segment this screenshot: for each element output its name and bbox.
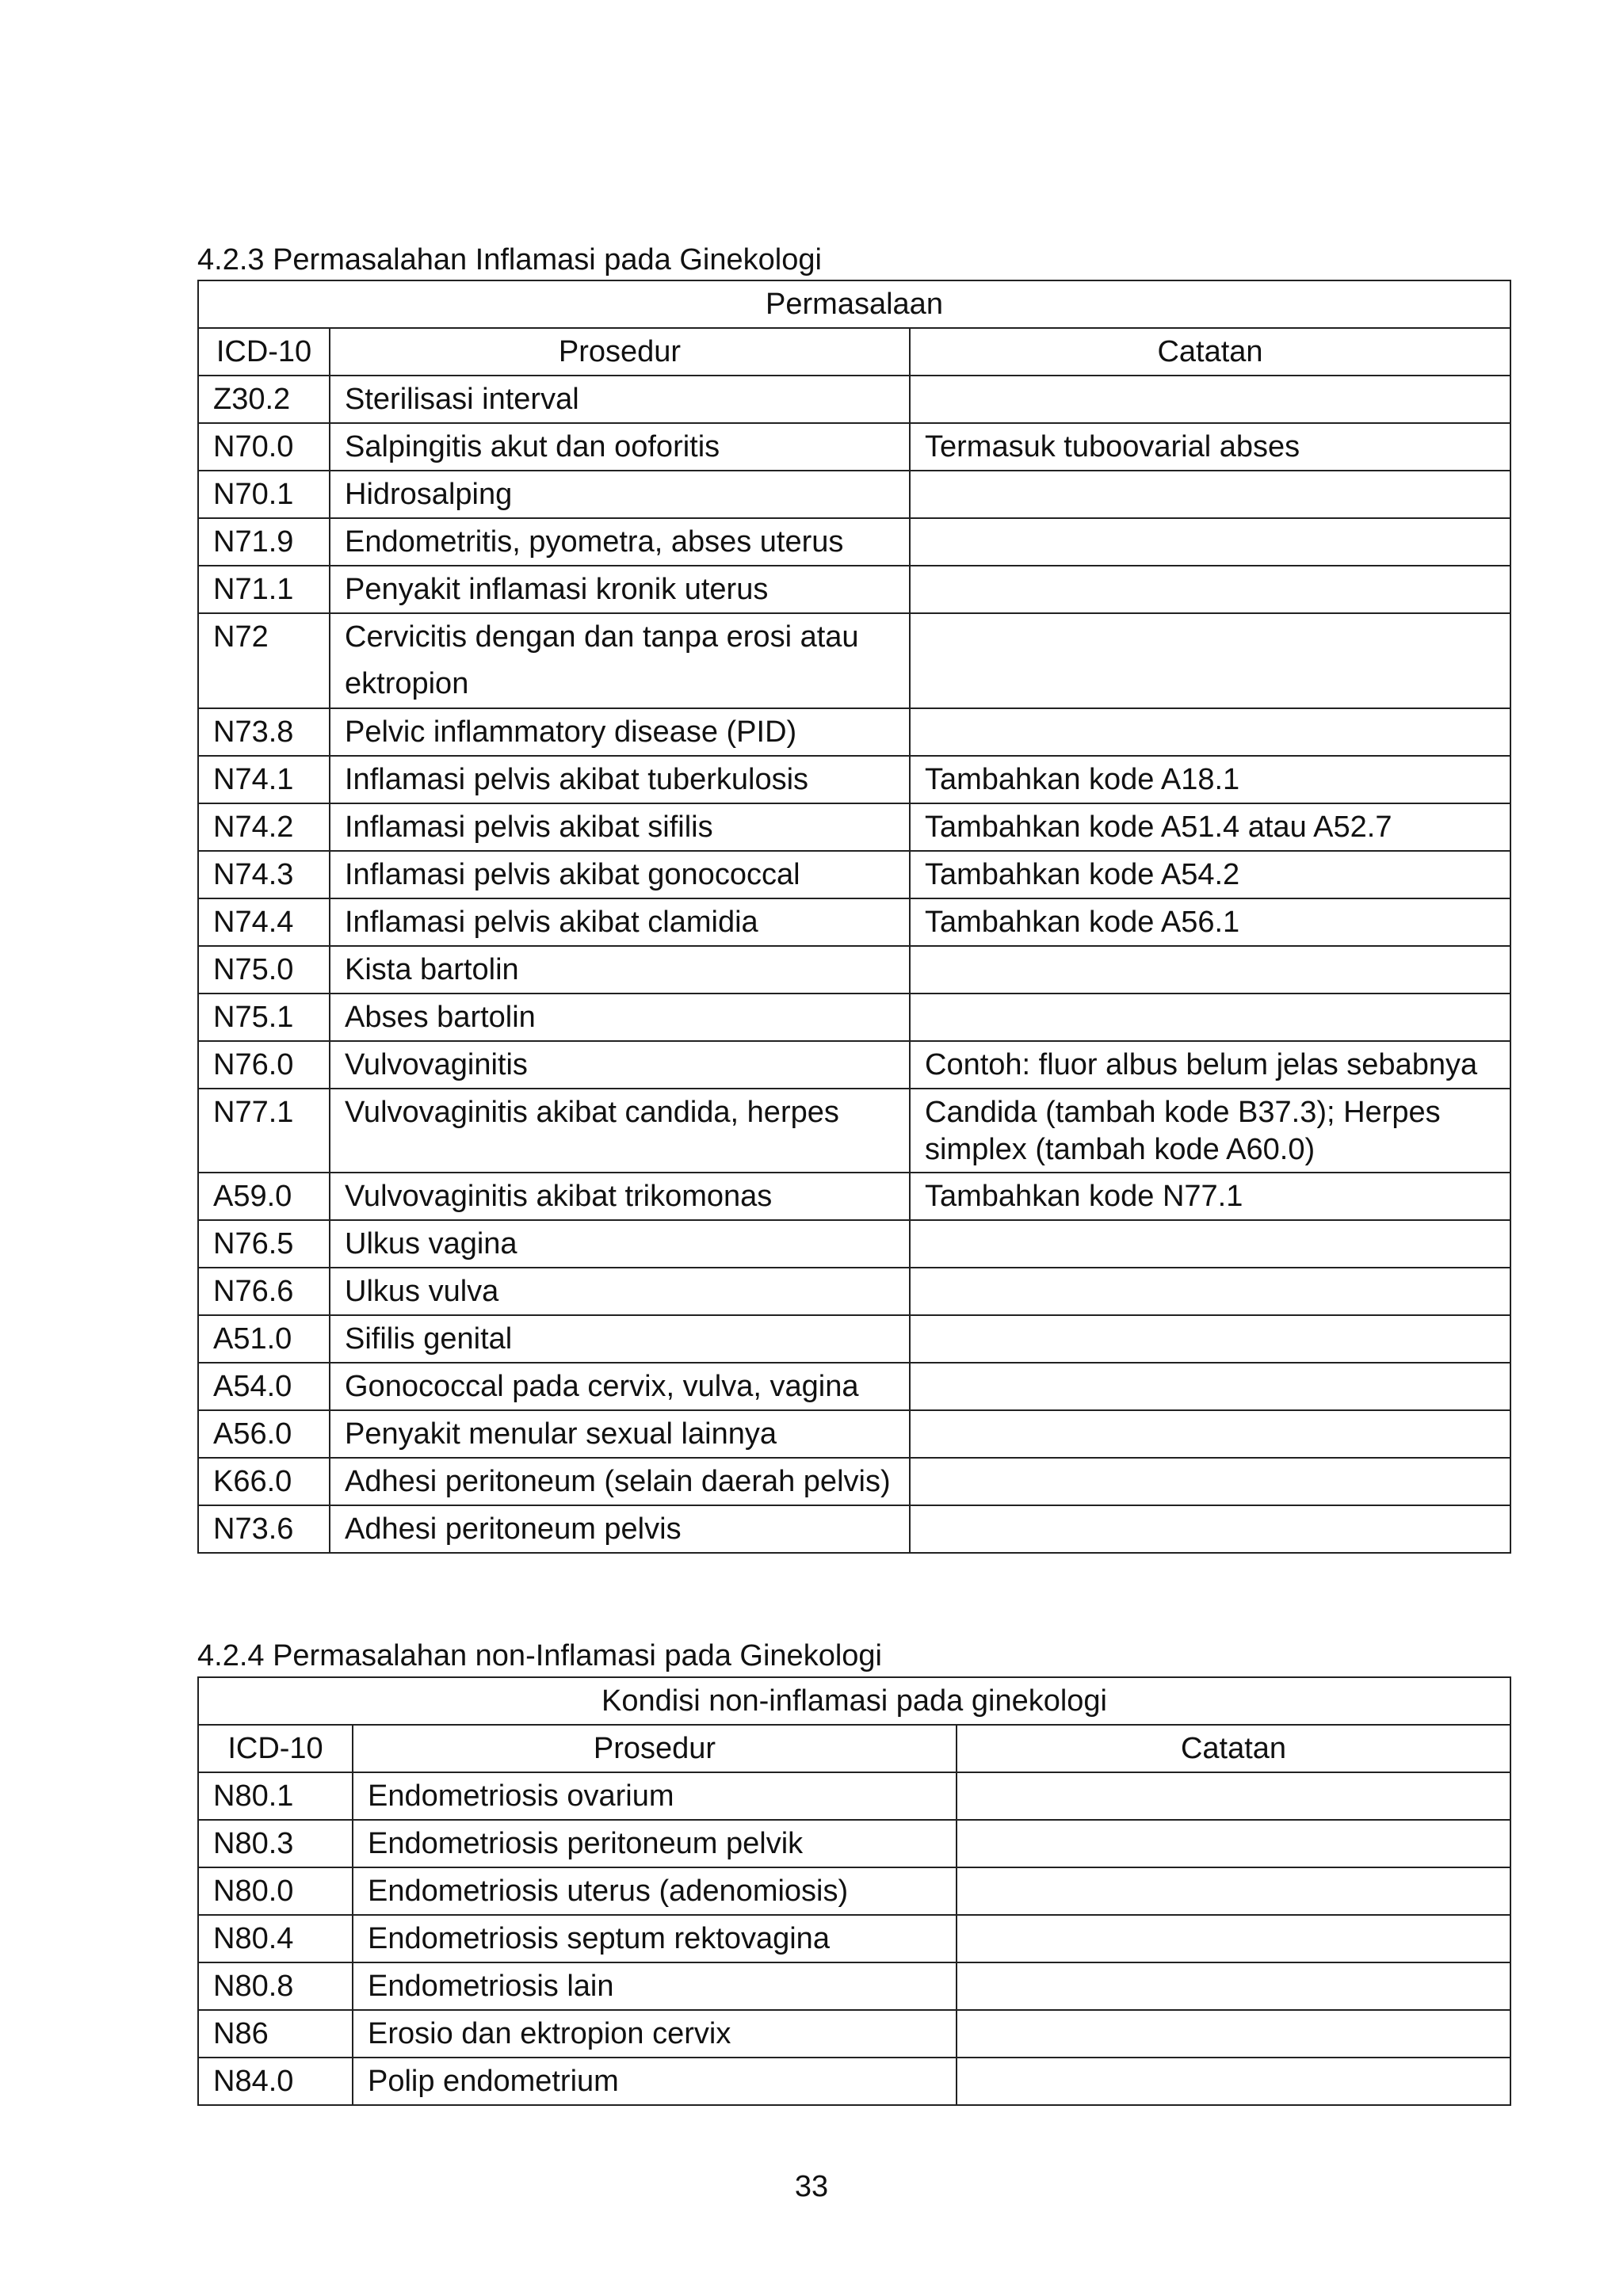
note-cell (910, 1268, 1510, 1315)
procedure-cell: Inflamasi pelvis akibat clamidia (330, 898, 910, 946)
table-row (198, 1820, 1510, 1867)
table-row (198, 756, 1510, 803)
table-row (198, 1410, 1510, 1458)
procedure-cell: Vulvovaginitis (330, 1041, 910, 1089)
icd-code-cell: N80.8 (198, 1962, 353, 2010)
procedure-cell: Cervicitis dengan dan tanpa erosi atau ektropion (330, 613, 910, 708)
icd-code-cell: N74.4 (198, 898, 330, 946)
procedure-cell: Inflamasi pelvis akibat sifilis (330, 803, 910, 851)
icd-code-cell: N72 (198, 613, 330, 708)
icd-code-cell: N84.0 (198, 2058, 353, 2105)
table-row (198, 2058, 1510, 2105)
table-row (198, 1173, 1510, 1220)
note-cell (910, 518, 1510, 566)
procedure-cell: Pelvic inflammatory disease (PID) (330, 708, 910, 756)
procedure-cell: Inflamasi pelvis akibat gonococcal (330, 851, 910, 898)
procedure-cell: Sterilisasi interval (330, 376, 910, 423)
note-cell (957, 2058, 1510, 2105)
procedure-cell: Kista bartolin (330, 946, 910, 994)
page-number: 33 (794, 2170, 829, 2203)
procedure-cell: Endometriosis septum rektovagina (353, 1915, 957, 1962)
icd-code-cell: N74.3 (198, 851, 330, 898)
table-row (198, 1041, 1510, 1089)
procedure-cell: Abses bartolin (330, 994, 910, 1041)
table-row (198, 376, 1510, 423)
note-cell: Tambahkan kode A56.1 (910, 898, 1510, 946)
table-row (198, 2010, 1510, 2058)
procedure-cell: Erosio dan ektropion cervix (353, 2010, 957, 2058)
icd-code-cell: A56.0 (198, 1410, 330, 1458)
table-row (198, 1772, 1510, 1820)
icd-code-cell: N76.0 (198, 1041, 330, 1089)
icd-code-cell: N75.1 (198, 994, 330, 1041)
icd-code-cell: N86 (198, 2010, 353, 2058)
procedure-cell: Penyakit inflamasi kronik uterus (330, 566, 910, 613)
procedure-cell: Vulvovaginitis akibat trikomonas (330, 1173, 910, 1220)
table-row (198, 1315, 1510, 1363)
table-row (198, 1505, 1510, 1553)
column-header-prosedur: Prosedur (353, 1725, 957, 1772)
table-row (198, 518, 1510, 566)
procedure-cell: Endometriosis uterus (adenomiosis) (353, 1867, 957, 1915)
note-cell: Tambahkan kode A51.4 atau A52.7 (910, 803, 1510, 851)
icd-code-cell: N80.0 (198, 1867, 353, 1915)
inflamasi-table (197, 280, 1511, 1554)
table-header-row (198, 1725, 1510, 1772)
icd-code-cell: N76.6 (198, 1268, 330, 1315)
icd-code-cell: N71.9 (198, 518, 330, 566)
table-row (198, 423, 1510, 471)
note-cell (910, 566, 1510, 613)
icd-code-cell: N71.1 (198, 566, 330, 613)
table-row (198, 898, 1510, 946)
note-cell (910, 1220, 1510, 1268)
note-cell: Candida (tambah kode B37.3); Herpes simplex (tambah kode A60.0) (910, 1089, 1510, 1173)
column-header-prosedur: Prosedur (330, 328, 910, 376)
note-cell (957, 1820, 1510, 1867)
note-cell (957, 1867, 1510, 1915)
note-cell (910, 471, 1510, 518)
icd-code-cell: N80.4 (198, 1915, 353, 1962)
procedure-cell: Vulvovaginitis akibat candida, herpes (330, 1089, 910, 1173)
column-header-icd-10: ICD-10 (198, 328, 330, 376)
table-row (198, 1915, 1510, 1962)
table-row (198, 803, 1510, 851)
note-cell: Contoh: fluor albus belum jelas sebabnya (910, 1041, 1510, 1089)
icd-code-cell: N80.1 (198, 1772, 353, 1820)
table-row (198, 613, 1510, 708)
note-cell (910, 1363, 1510, 1410)
icd-code-cell: A54.0 (198, 1363, 330, 1410)
note-cell (910, 1315, 1510, 1363)
note-cell (910, 1410, 1510, 1458)
note-cell (910, 613, 1510, 708)
table-row (198, 1268, 1510, 1315)
procedure-cell: Hidrosalping (330, 471, 910, 518)
note-cell: Termasuk tuboovarial abses (910, 423, 1510, 471)
table-row (198, 566, 1510, 613)
table-row (198, 1962, 1510, 2010)
icd-code-cell: N77.1 (198, 1089, 330, 1173)
table-row (198, 1867, 1510, 1915)
procedure-cell: Ulkus vulva (330, 1268, 910, 1315)
note-cell (910, 1505, 1510, 1553)
note-cell (957, 1772, 1510, 1820)
icd-code-cell: A51.0 (198, 1315, 330, 1363)
procedure-cell: Salpingitis akut dan ooforitis (330, 423, 910, 471)
icd-code-cell: Z30.2 (198, 376, 330, 423)
table-row (198, 471, 1510, 518)
table-row (198, 1220, 1510, 1268)
note-cell (910, 376, 1510, 423)
procedure-cell: Adhesi peritoneum pelvis (330, 1505, 910, 1553)
note-cell (957, 1962, 1510, 2010)
icd-code-cell: N74.1 (198, 756, 330, 803)
table-header-row (198, 328, 1510, 376)
icd-code-cell: N70.0 (198, 423, 330, 471)
icd-code-cell: N73.8 (198, 708, 330, 756)
table-row (198, 946, 1510, 994)
table-title: Permasalaan (198, 280, 1510, 328)
icd-code-cell: K66.0 (198, 1458, 330, 1505)
note-cell: Tambahkan kode A54.2 (910, 851, 1510, 898)
procedure-cell: Polip endometrium (353, 2058, 957, 2105)
procedure-cell: Adhesi peritoneum (selain daerah pelvis) (330, 1458, 910, 1505)
procedure-cell: Sifilis genital (330, 1315, 910, 1363)
procedure-cell: Endometriosis lain (353, 1962, 957, 2010)
non-inflamasi-table (197, 1676, 1511, 2106)
procedure-cell: Endometritis, pyometra, abses uterus (330, 518, 910, 566)
note-cell (910, 1458, 1510, 1505)
column-header-icd-10: ICD-10 (198, 1725, 353, 1772)
table-title: Kondisi non-inflamasi pada ginekologi (198, 1677, 1510, 1725)
section-heading-inflamasi: 4.2.3 Permasalahan Inflamasi pada Ginekologi (197, 243, 822, 277)
table-row (198, 1363, 1510, 1410)
icd-code-cell: N76.5 (198, 1220, 330, 1268)
note-cell: Tambahkan kode N77.1 (910, 1173, 1510, 1220)
table-row (198, 708, 1510, 756)
note-cell: Tambahkan kode A18.1 (910, 756, 1510, 803)
section-heading-non-inflamasi: 4.2.4 Permasalahan non-Inflamasi pada Ginekologi (197, 1639, 882, 1672)
procedure-cell: Penyakit menular sexual lainnya (330, 1410, 910, 1458)
note-cell (957, 2010, 1510, 2058)
icd-code-cell: A59.0 (198, 1173, 330, 1220)
procedure-cell: Gonococcal pada cervix, vulva, vagina (330, 1363, 910, 1410)
icd-code-cell: N70.1 (198, 471, 330, 518)
icd-code-cell: N73.6 (198, 1505, 330, 1553)
note-cell (957, 1915, 1510, 1962)
table-title-row (198, 280, 1510, 328)
icd-code-cell: N74.2 (198, 803, 330, 851)
column-header-catatan: Catatan (910, 328, 1510, 376)
table-row (198, 1089, 1510, 1173)
procedure-cell: Endometriosis ovarium (353, 1772, 957, 1820)
table-row (198, 851, 1510, 898)
table-row (198, 1458, 1510, 1505)
icd-code-cell: N80.3 (198, 1820, 353, 1867)
column-header-catatan: Catatan (957, 1725, 1510, 1772)
table-title-row (198, 1677, 1510, 1725)
procedure-cell: Endometriosis peritoneum pelvik (353, 1820, 957, 1867)
note-cell (910, 946, 1510, 994)
procedure-cell: Inflamasi pelvis akibat tuberkulosis (330, 756, 910, 803)
table-row (198, 994, 1510, 1041)
note-cell (910, 994, 1510, 1041)
procedure-cell: Ulkus vagina (330, 1220, 910, 1268)
icd-code-cell: N75.0 (198, 946, 330, 994)
note-cell (910, 708, 1510, 756)
